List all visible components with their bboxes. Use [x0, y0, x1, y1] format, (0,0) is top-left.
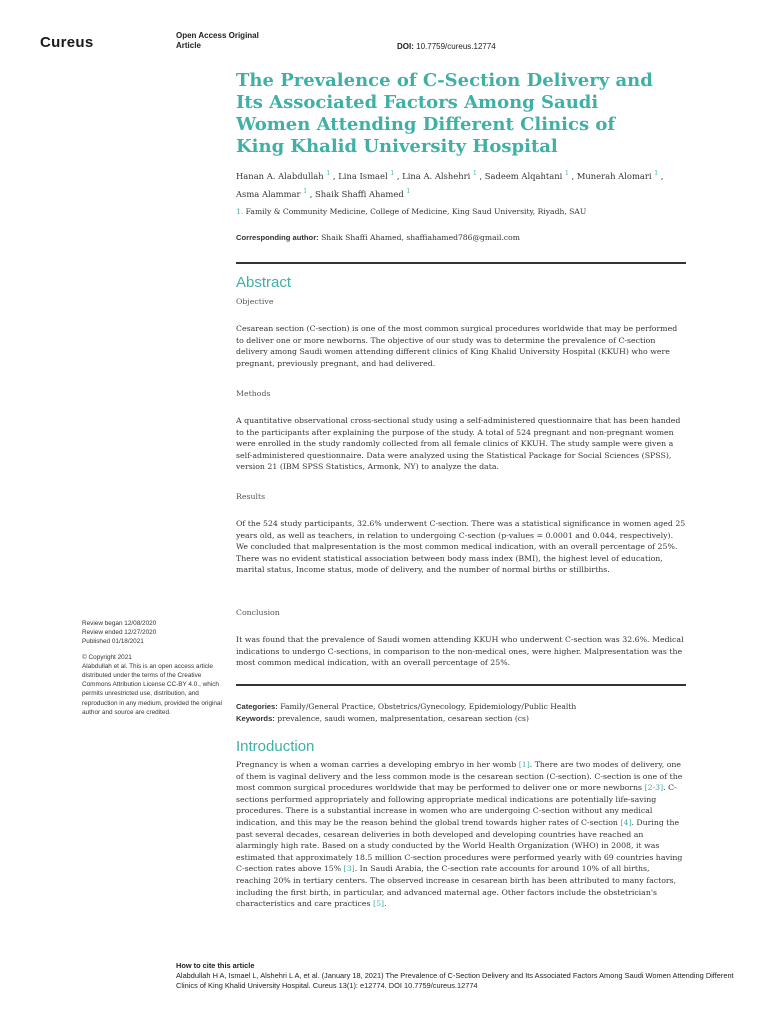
article-type: [176, 31, 286, 51]
introduction-heading: Introduction: [236, 738, 315, 755]
corresponding-author: [236, 233, 676, 242]
author-list: Hanan A. Alabdullah $^1$ , Lina Ismael $^1$ , Lina A. Alshehri $^1$ , Sadeem Alqahtani $^1$ , Munerah Alomari $^1$ , Asma Alammar $^1$ , Shaik Shaffi Ahamed $^1$: [236, 170, 664, 199]
section-divider: [236, 262, 686, 264]
citation-link[interactable]: [2-3]: [644, 783, 664, 793]
author-affiliation-marker: 1: [472, 170, 477, 177]
categories-line: [236, 701, 686, 713]
intro-text-segment: . C-sections performed appropriately and following appropriate medical indications are potentially life-saving procedures. There is a substantial increase in women who are undergoing C-section without any medical indication, and this may be the reason behind the global trend towards higher rates of C-section: [236, 783, 677, 827]
categories-label: Categories:: [236, 702, 278, 711]
abstract-heading: Abstract: [236, 274, 292, 291]
intro-text-segment: .: [384, 899, 387, 909]
intro-text-segment: . There are two modes of delivery, one of them is vaginal delivery and the less common mode is the cesarean section (C-section). C-section is one of the most common surgical procedures worldwide that may be performed to deliver one or more newborns: [236, 760, 683, 793]
author-affiliation-marker: 1: [303, 187, 308, 195]
keywords-line: [236, 713, 686, 725]
author[interactable]: Asma Alammar: [236, 188, 301, 199]
categories-text: Family/General Practice, Obstetrics/Gynecology, Epidemiology/Public Health: [280, 702, 577, 711]
intro-text-segment: . During the past several decades, cesarean deliveries in both developed and developing countries have reached an alarmingly high rate. Based on a study conducted by the World Health Organization (WHO) in 2008, it was estimated that approximately 18.5 million C-section procedures were performed yearly with 69 countries having C-section rates above 15%: [236, 817, 683, 874]
conclusion-label: Conclusion: [236, 608, 280, 617]
cite-heading: How to cite this article: [176, 961, 255, 970]
author-affiliation-marker: 1: [406, 187, 411, 195]
citation-link[interactable]: [5]: [373, 899, 385, 909]
author-affiliation-marker: 1: [326, 170, 331, 177]
citation-link[interactable]: [4]: [620, 817, 632, 827]
intro-text-segment: . In Saudi Arabia, the C-section rate accounts for around 10% of all births, reaching 20% in tertiary centers. The observed increase in cesarean birth has been attributed to many factors, including the first birth, in particular, and advanced maternal age. Other factors include the obstetrician's characteristics and care practices: [236, 864, 677, 909]
corresponding-text[interactable]: Shaik Shaffi Ahamed, shaffiahamed786@gmail.com: [321, 233, 520, 242]
journal-logo: Cureus: [40, 34, 94, 51]
author[interactable]: Munerah Alomari: [576, 170, 652, 181]
article-title: The Prevalence of C-Section Delivery and Its Associated Factors Among Saudi Women Attending Different Clinics of King Khalid University Hospital: [236, 70, 653, 157]
objective-text: Cesarean section (C-section) is one of the most common surgical procedures worldwide that may be performed to deliver one or more newborns. The objective of our study was to determine the prevalence of C-section delivery among Saudi women attending different clinics of King Khalid University Hospital (KKUH) who were pregnant, previously pregnant, and had delivered.: [236, 324, 678, 368]
results-text: Of the 524 study participants, 32.6% underwent C-section. There was a statistical significance in women aged 25 years old, as well as teachers, in relation to undergoing C-section (p-values = 0.0001 and 0.044, respectively). We concluded that malpresentation is the most common medical indication, with an overall percentage of 25%. There was no evident statistical association between body mass index (BMI), the highest level of education, marital status, Income status, mode of delivery, and the number of normal births or stillbirths.: [236, 519, 686, 575]
review-ended: Review ended 12/27/2020: [82, 629, 157, 637]
methods-text: A quantitative observational cross-sectional study using a self-administered questionnaire that has been handed to the participants after explaining the purpose of the study. A total of 524 pregnant and non-pregnant women were enrolled in the study randomly collected from all female clinics of KKUH. The study sample were given a self-administered questionnaire. Data were analyzed using the Statistical Package for Social Sciences (SPSS), version 21 (IBM SPSS Statistics, Armonk, NY) to analyze the data.: [236, 416, 681, 472]
author-affiliation-marker: 1: [564, 170, 569, 177]
published-date: Published 01/18/2021: [82, 638, 144, 646]
affiliation-number: 1.: [236, 207, 244, 216]
conclusion-text: It was found that the prevalence of Saudi women attending KKUH who underwent C-section was 32.6%. Medical indications to undergo C-sections, in comparison to the non-medical ones, were higher. Malpresentation was the most common medical indication, with an overall percentage of 25%.: [236, 635, 684, 668]
doi-value[interactable]: 10.7759/cureus.12774: [416, 42, 496, 51]
review-began: Review began 12/08/2020: [82, 620, 157, 627]
section-divider: [236, 684, 686, 686]
doi-label: DOI:: [397, 42, 414, 51]
affiliation-text: Family & Community Medicine, College of Medicine, King Saud University, Riyadh, SAU: [245, 207, 587, 216]
author-affiliation-marker: 1: [390, 170, 395, 177]
author[interactable]: Shaik Shaffi Ahamed: [315, 188, 404, 199]
author[interactable]: Hanan A. Alabdullah: [236, 170, 324, 181]
copyright: © Copyright 2021: [82, 653, 132, 661]
article-type-line2: Article: [176, 41, 201, 50]
introduction-text: [236, 759, 686, 910]
cite-text: Alabdullah H A, Ismael L, Alshehri L A, et al. (January 18, 2021) The Prevalence of C-Section Delivery and Its Associated Factors Among Saudi Women Attending Different Clinics of King Khalid University Hospital. Cureus 13(1): e12774. DOI 10.7759/cureus.12774: [176, 971, 734, 991]
methods-label: Methods: [236, 389, 271, 398]
objective-label: Objective: [236, 297, 274, 306]
citation-link[interactable]: [3]: [343, 864, 355, 874]
article-type-line1: Open Access Original: [176, 31, 259, 40]
intro-text-segment: Pregnancy is when a woman carries a developing embryo in her womb: [236, 760, 517, 769]
results-label: Results: [236, 492, 266, 501]
license-text: Alabdullah et al. This is an open access article distributed under the terms of the Creative Commons Attribution License CC-BY 4.0., which permits unrestricted use, distribution, and reproduction in any medium, provided the original author and source are credited.: [82, 662, 222, 716]
keywords-label: Keywords:: [236, 714, 275, 723]
author[interactable]: Lina Ismael: [338, 170, 388, 181]
author[interactable]: Sadeem Alqahtani: [484, 170, 563, 181]
keywords-text: prevalence, saudi women, malpresentation, cesarean section (cs): [277, 714, 529, 723]
categories-block: [236, 701, 686, 725]
citation-link[interactable]: [1]: [518, 760, 530, 769]
corresponding-label: Corresponding author:: [236, 233, 319, 242]
affiliation: [236, 207, 676, 216]
author-affiliation-marker: 1: [654, 170, 659, 177]
article-sidebar: [82, 619, 222, 717]
author[interactable]: Lina A. Alshehri: [402, 170, 471, 181]
doi[interactable]: [397, 42, 496, 51]
